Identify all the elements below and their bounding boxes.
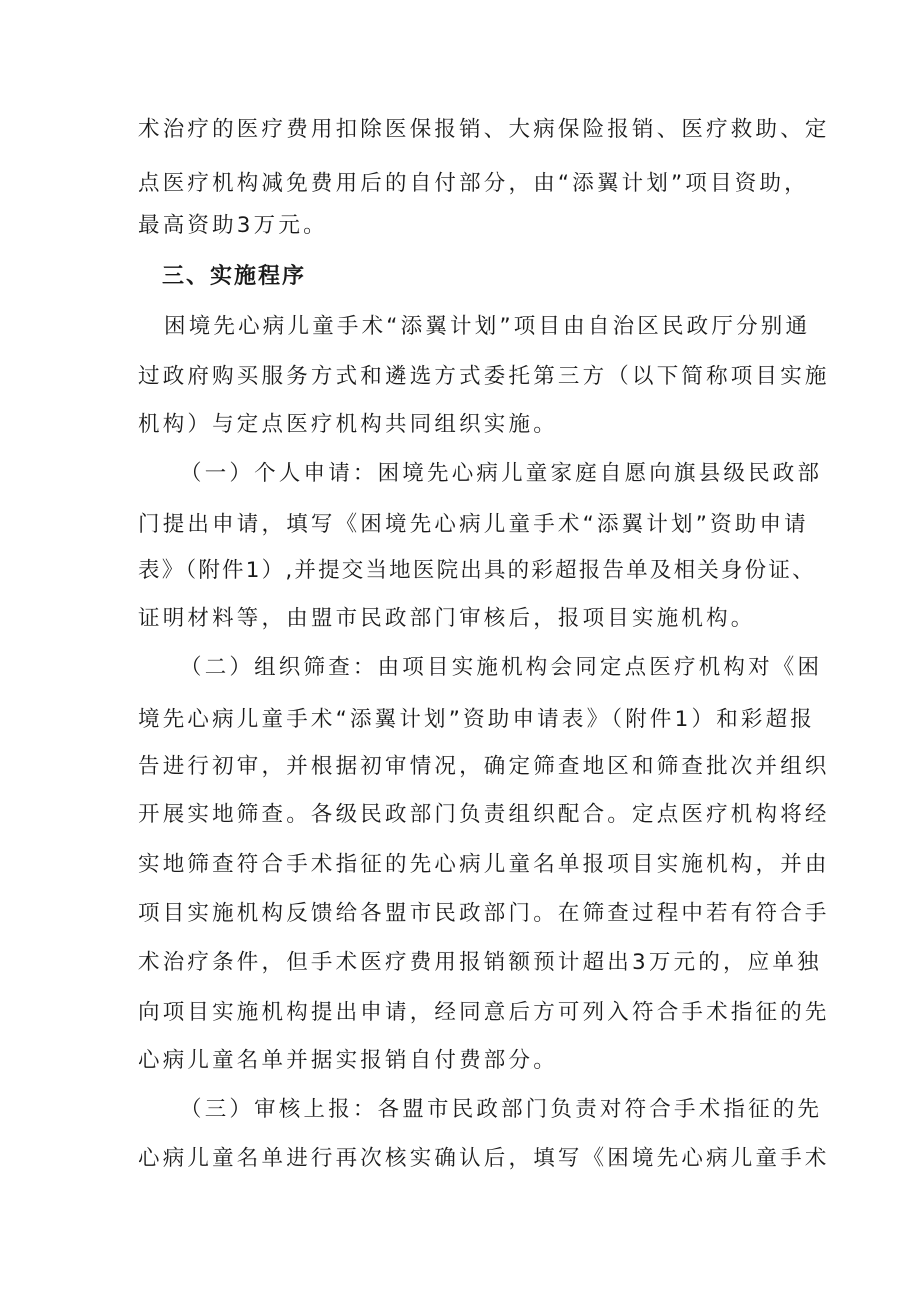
paragraph-line: （三）审核上报：各盟市民政部门负责对符合手术指征的先 xyxy=(180,1097,823,1122)
paragraph-line: 境先心病儿童手术“添翼计划”资助申请表》（附件1）和彩超报 xyxy=(138,707,816,732)
paragraph-line: 向项目实施机构提出申请，经同意后方可列入符合手术指征的先 xyxy=(138,1000,830,1025)
paragraph-line: 表》（附件1）,并提交当地医院出具的彩超报告单及相关身份证、 xyxy=(138,558,816,583)
paragraph-line: 证明材料等，由盟市民政部门审核后，报项目实施机构。 xyxy=(138,606,756,631)
paragraph-line: 最高资助3万元。 xyxy=(138,213,328,238)
paragraph-line: （一）个人申请：困境先心病儿童家庭自愿向旗县级民政部 xyxy=(180,461,823,486)
paragraph-line: 过政府购买服务方式和遴选方式委托第三方（以下简称项目实施 xyxy=(138,364,830,389)
paragraph-line: 门提出申请，填写《困境先心病儿童手术“添翼计划”资助申请 xyxy=(138,512,809,537)
paragraph-line: 实地筛查符合手术指征的先心病儿童名单报项目实施机构，并由 xyxy=(138,852,830,877)
paragraph-line: 术治疗条件，但手术医疗费用报销额预计超出3万元的，应单独 xyxy=(138,950,822,975)
paragraph-line: （二）组织筛查：由项目实施机构会同定点医疗机构对《困 xyxy=(180,655,823,680)
paragraph-line: 术治疗的医疗费用扣除医保报销、大病保险报销、医疗救助、定 xyxy=(138,117,830,142)
paragraph-line: 心病儿童名单进行再次核实确认后，填写《困境先心病儿童手术 xyxy=(138,1146,830,1171)
paragraph-line: 告进行初审，并根据初审情况，确定筛查地区和筛查批次并组织 xyxy=(138,754,830,779)
paragraph-line: 点医疗机构减免费用后的自付部分，由“添翼计划”项目资助， xyxy=(138,171,809,196)
section-heading: 三、实施程序 xyxy=(162,264,307,289)
paragraph-line: 心病儿童名单并据实报销自付费部分。 xyxy=(138,1048,558,1073)
paragraph-line: 开展实地筛查。各级民政部门负责组织配合。定点医疗机构将经 xyxy=(138,802,830,827)
paragraph-line: 项目实施机构反馈给各盟市民政部门。在筛查过程中若有符合手 xyxy=(138,901,830,926)
paragraph-line: 机构）与定点医疗机构共同组织实施。 xyxy=(138,412,558,437)
paragraph-line: 困境先心病儿童手术“添翼计划”项目由自治区民政厅分别通 xyxy=(164,314,811,339)
